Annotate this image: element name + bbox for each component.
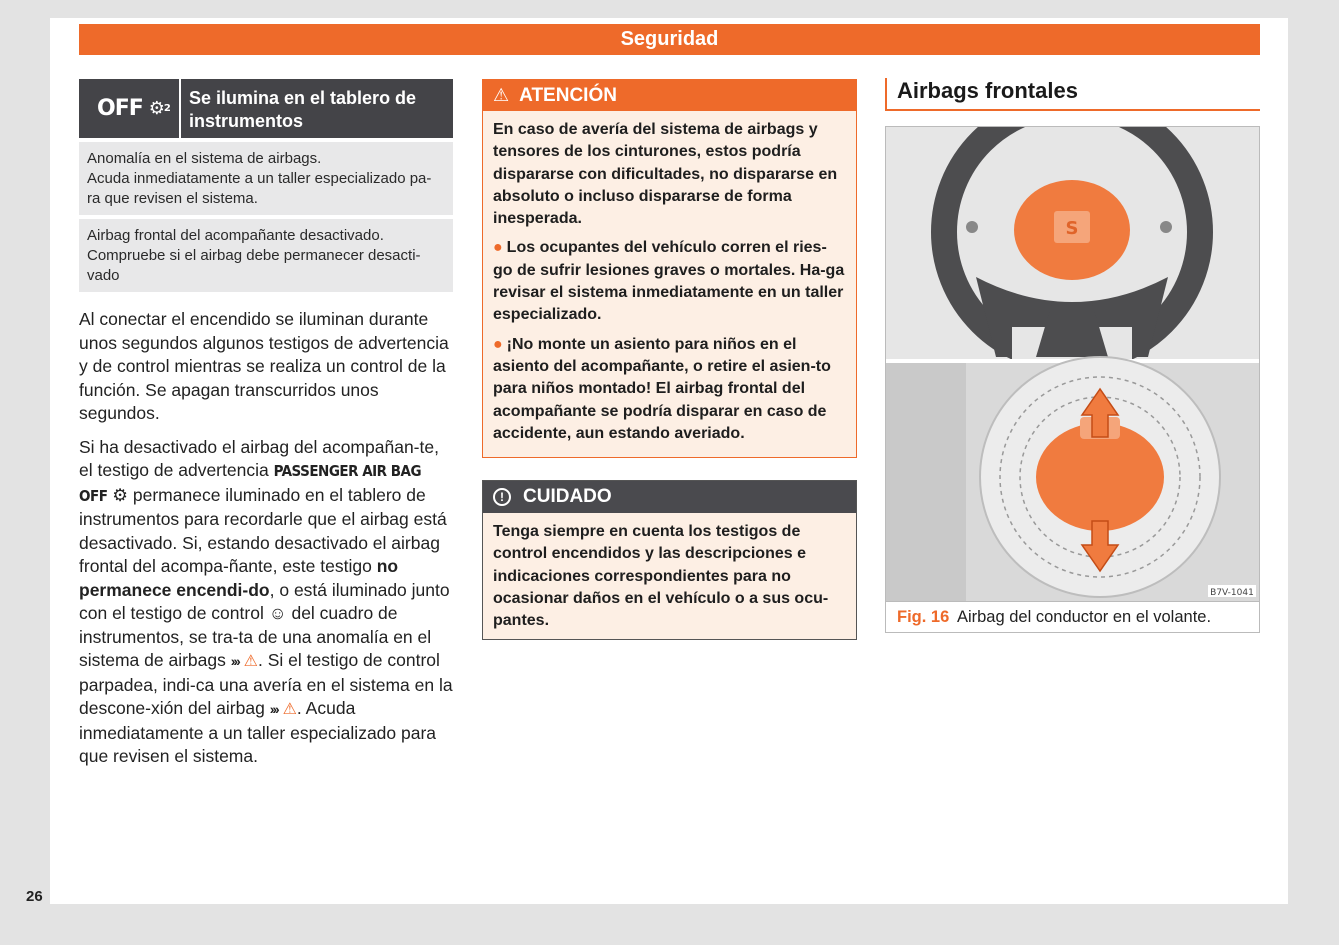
attention-body (483, 111, 856, 457)
warning-row-text: Acuda inmediatamente a un taller especializado pa- (87, 170, 432, 187)
body-text (79, 308, 453, 769)
passenger-airbag-icon: ⚙ (148, 98, 164, 119)
warning-row-text: ra que revisen el sistema. (87, 190, 258, 207)
section-header: Seguridad (79, 24, 1260, 55)
warning-triangle-icon: ⚠ (493, 85, 510, 105)
figure-caption-text: Airbag del conductor en el volante. (956, 608, 1212, 626)
right-column (885, 78, 1260, 633)
text-span: . Si el testigo de control parpadea, indi-ca una avería en el sistema en la descone-xión del airbag (79, 650, 453, 718)
image-code: B7V-1041 (1210, 588, 1254, 598)
attention-intro: En caso de avería del sistema de airbags y tensores de los cinturones, estos podría dispararse con dificultades, no dispararse en absoluto o incluso dispararse de forma inesperada. (493, 121, 838, 228)
airbag-illustration (886, 127, 1259, 601)
warning-table-title: Se ilumina en el tablero de instrumentos (189, 88, 417, 131)
attention-bullet (493, 237, 846, 326)
bold-text: no permanece encendi-do (79, 556, 399, 600)
caution-body: Tenga siempre en cuenta los testigos de control encendidos y las descripciones e indicaciones correspondientes para no ocasionar daños en el vehículo o a sus ocu-pantes. (493, 523, 829, 630)
bullet-text: Los ocupantes del vehículo corren el ries-go de sufrir lesiones graves o mortales. Ha-ga revisar el sistema inmediatamente en un taller especializado. (493, 239, 845, 324)
paragraph-2 (79, 436, 453, 769)
warning-triangle-icon: ⚠ (243, 653, 258, 670)
warning-row-1 (79, 142, 453, 215)
passenger-airbag-off-label: PASSENGER AIR BAG OFF (79, 462, 422, 505)
symbol-text: OFF (97, 96, 143, 121)
airbag-off-symbol (79, 79, 181, 138)
chevrons-icon[interactable]: ››› (230, 653, 239, 669)
caution-header (483, 481, 856, 513)
figure-label: Fig. 16 (897, 608, 950, 626)
warning-row-text: vado (87, 267, 120, 284)
text-span: permanece iluminado en el tablero de instrumentos para recordarle que el airbag está desactivado. Si, estando desactivado el airbag frontal del acompa-ñante, este testigo (79, 484, 447, 576)
text-span: del cuadro de instrumentos, se tra-ta de una anomalía en el sistema de airbags (79, 603, 432, 670)
warning-row-text: Anomalía en el sistema de airbags. (87, 150, 322, 167)
figure-caption (886, 601, 1259, 632)
warning-table-header (79, 79, 453, 138)
page-number: 26 (26, 888, 43, 905)
paragraph-1: Al conectar el encendido se iluminan durante unos segundos algunos testigos de advertencia y de control mientras se realiza un control de la función. Se apagan transcurridos unos segundos. (79, 309, 449, 423)
text-span: . Acuda inmediatamente a un taller especializado para que revisen el sistema. (79, 698, 437, 766)
attention-title: ATENCIÓN (519, 84, 617, 106)
bullet-icon: ● (493, 335, 503, 353)
caution-title: CUIDADO (523, 486, 612, 508)
caution-box (482, 480, 857, 639)
text-span: Si ha desactivado el airbag del acompañan-te, el testigo de advertencia (79, 436, 439, 480)
warning-row-text: Airbag frontal del acompañante desactivado. (87, 227, 384, 244)
text-span: , o está iluminado junto con el testigo de control (79, 579, 450, 623)
warning-triangle-icon: ⚠ (282, 701, 297, 718)
section-title: Airbags frontales (885, 78, 1260, 111)
bullet-text: ¡No monte un asiento para niños en el asiento del acompañante, o retire el asien-to para niños montado! El airbag frontal del acompañante se podría disparar en caso de accidente, aun estando averiado. (493, 335, 831, 442)
figure (885, 126, 1260, 633)
passenger-airbag-icon: ⚙ (112, 484, 128, 505)
chevrons-icon[interactable]: ››› (269, 701, 278, 717)
attention-header (483, 80, 856, 111)
info-circle-icon: ! (493, 488, 511, 506)
bullet-icon: ● (493, 239, 503, 257)
symbol-subscript: 2 (163, 103, 170, 114)
attention-bullet (493, 334, 846, 445)
attention-box (482, 79, 857, 458)
airbag-control-icon: ☺ (268, 603, 287, 623)
warning-row-2 (79, 219, 453, 292)
svg-text:S: S (1065, 218, 1079, 239)
middle-column (482, 79, 857, 640)
warning-row-text: Compruebe si el airbag debe permanecer desacti- (87, 247, 421, 264)
left-column (79, 79, 453, 779)
